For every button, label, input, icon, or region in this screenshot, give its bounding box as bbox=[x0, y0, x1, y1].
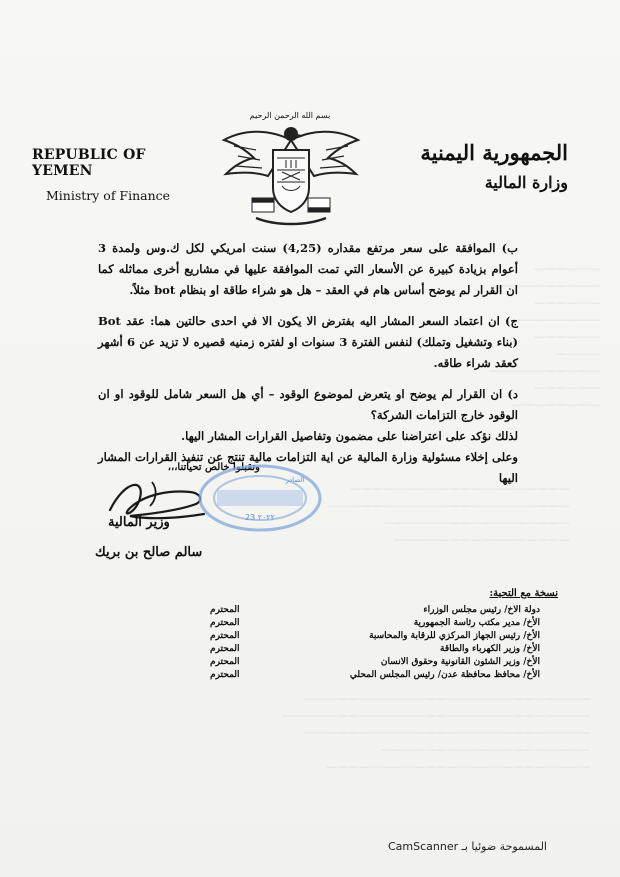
paragraph-c: ج) ان اعتماد السعر المشار اليه بفترض الا يكون الا في احدى حالتين هما: عقد Bot (بناء وتشغيل وتملك) لنفس الفترة 3 سنوات او لفتره زمنيه قصيره لا تزيد عن 6 أشهر كعقد شراء طاقه. bbox=[98, 314, 519, 370]
letterhead-english bbox=[32, 147, 192, 203]
signatory-name: سالم صالح بن بريك bbox=[95, 545, 203, 560]
copy-recipient: الأخ/ وزير الشئون القانونية وحقوق الانسان bbox=[380, 657, 540, 667]
closing-salutation: وتقبلوا خالص تحياتنا،،، bbox=[167, 462, 260, 473]
letter-body bbox=[98, 238, 518, 489]
list-item bbox=[210, 604, 540, 617]
paragraph-b: ب) الموافقة على سعر مرتفع مقداره (4,25) سنت امريكي لكل ك.وس ولمدة 3 أعوام بزيادة كبيرة عن الأسعار التي تمت الموافقة عليها في مشاريع أخرى مماثله كما ان القرار لم يوضح أساس هام في العقد – هل هو شراء طاقة او بنظام bot مثلاً. bbox=[98, 241, 518, 297]
republic-name-en: REPUBLIC OF YEMEN bbox=[32, 147, 146, 179]
ministry-stamp-icon bbox=[195, 460, 325, 535]
list-item bbox=[210, 669, 540, 682]
stamp-date: 23 ٢٠٢٢ bbox=[245, 513, 275, 522]
list-item bbox=[210, 630, 540, 643]
camscanner-footer: CamScanner المسموحة ضوئيا بـ bbox=[388, 840, 547, 853]
copy-recipient: الأخ/ محافظ محافظة عدن/ رئيس المجلس المحلي bbox=[349, 670, 540, 680]
copies-label: نسخة مع التحية: bbox=[489, 588, 558, 599]
paragraph-d: د) ان القرار لم يوضح او يتعرض لموضوع الوقود – أي هل السعر شامل للوقود او ان الوقود خارج التزامات الشركة؟ bbox=[98, 387, 518, 422]
bleed-through: ———————————————————— —————————————————————— ————————————————— ———————————————— bbox=[328, 482, 570, 546]
letterhead-arabic bbox=[398, 140, 568, 192]
paragraph-objection: لذلك نؤكد على اعتراضنا على مضمون وتفاصيل القرارات المشار اليها. bbox=[181, 429, 518, 443]
list-item bbox=[210, 643, 540, 656]
republic-name-ar: الجمهورية اليمنية bbox=[420, 140, 568, 165]
copy-recipient: الأخ/ رئيس الجهاز المركزي للرقابة والمحاسبة bbox=[369, 631, 540, 641]
bleed-through: —————— —————————— —————— ———————— —————— ———— —————————— —————— ———————— bbox=[490, 262, 600, 411]
copies-list bbox=[210, 604, 540, 682]
copy-honorific: المحترم bbox=[210, 657, 240, 667]
copy-honorific: المحترم bbox=[210, 605, 240, 615]
stamp-ref: الصادر bbox=[285, 476, 305, 484]
copy-honorific: المحترم bbox=[210, 670, 240, 680]
list-item bbox=[210, 617, 540, 630]
basmala: بسم الله الرحمن الرحيم bbox=[249, 111, 331, 120]
list-item bbox=[210, 656, 540, 669]
copy-honorific: المحترم bbox=[210, 618, 240, 628]
copy-honorific: المحترم bbox=[210, 644, 240, 654]
copy-recipient: دولة الاخ/ رئيس مجلس الوزراء bbox=[423, 605, 540, 615]
bleed-through: —————————————————————————— ———————————————————————————— —————————————————————————— ——————————————————— ———————————————————————— bbox=[282, 692, 590, 773]
copy-recipient: الأخ/ مدير مكتب رئاسة الجمهورية bbox=[413, 618, 540, 628]
signatory-title: وزير المالية bbox=[108, 515, 170, 530]
ministry-name-en: Ministry of Finance bbox=[46, 188, 171, 203]
copy-recipient: الأخ/ وزير الكهرباء والطاقة bbox=[440, 644, 540, 654]
ministry-name-ar: وزارة المالية bbox=[484, 173, 568, 192]
copy-honorific: المحترم bbox=[210, 631, 240, 641]
paragraph-disclaimer: وعلى إخلاء مسئولية وزارة المالية عن اية التزامات مالية تنتج عن تنفيذ القرارات المشار اليها bbox=[98, 450, 518, 485]
